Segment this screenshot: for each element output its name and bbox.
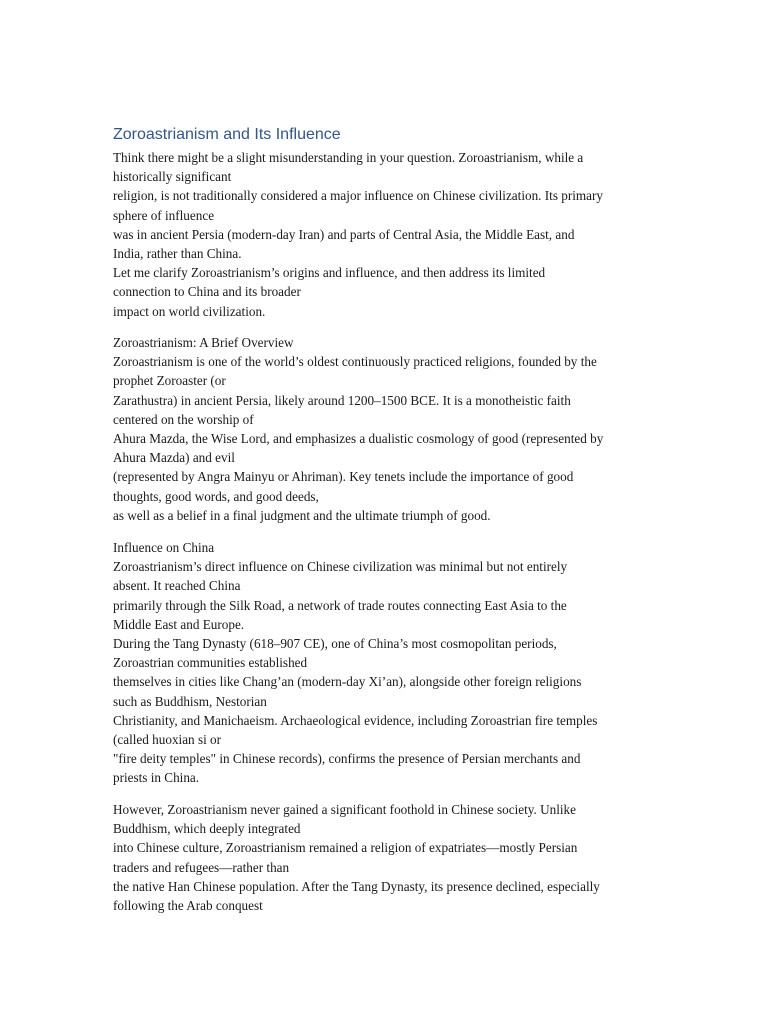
section-heading: Influence on China [113,540,215,555]
text-line: Think there might be a slight misunderstanding in your question. Zoroastrianism, while a [113,150,584,165]
text-line: Buddhism, which deeply integrated [113,821,301,837]
text-line: as well as a belief in a final judgment and the ultimate triumph of good. [113,507,491,523]
text-line: connection to China and its broader [113,284,301,300]
section-heading: Zoroastrianism: A Brief Overview [113,335,294,350]
text-line: Middle East and Europe. [113,616,245,632]
text-line: thoughts, good words, and good deeds, [113,488,319,504]
text-line: traders and refugees—rather than [113,859,290,875]
text-line: absent. It reached China [113,578,241,594]
text-line: following the Arab conquest [113,898,263,914]
text-line: Let me clarify Zoroastrianism’s origins and influence, and then address its limited [113,265,546,281]
text-line: During the Tang Dynasty (618–907 CE), one of China’s most cosmopolitan periods, [113,636,557,652]
document-title: Zoroastrianism and Its Influence [113,126,341,143]
foothold-paragraph [113,800,673,915]
text-line: "fire deity temples" in Chinese records), confirms the presence of Persian merchants and [113,751,581,767]
text-line: However, Zoroastrianism never gained a significant foothold in Chinese society. Unlike [113,802,576,817]
text-line: Zoroastrianism is one of the world’s oldest continuously practiced religions, founded by the [113,354,597,370]
china-paragraph [113,538,673,788]
text-line: the native Han Chinese population. After the Tang Dynasty, its presence declined, especially [113,878,600,894]
text-line: India, rather than China. [113,246,242,262]
text-line: impact on world civilization. [113,303,266,319]
text-line: Zoroastrianism’s direct influence on Chinese civilization was minimal but not entirely [113,559,568,575]
text-line: historically significant [113,169,232,185]
text-line: Ahura Mazda, the Wise Lord, and emphasizes a dualistic cosmology of good (represented by [113,431,604,447]
text-line: into Chinese culture, Zoroastrianism remained a religion of expatriates—mostly Persian [113,840,578,856]
text-line: such as Buddhism, Nestorian [113,693,267,709]
text-line: Ahura Mazda) and evil [113,450,235,466]
text-line: religion, is not traditionally considered a major influence on Chinese civilization. Its primary [113,188,604,204]
text-line: prophet Zoroaster (or [113,373,226,389]
text-line: (called huoxian si or [113,732,222,748]
text-line: themselves in cities like Chang’an (modern-day Xi’an), alongside other foreign religions [113,674,582,690]
text-line: centered on the worship of [113,411,254,427]
text-line: was in ancient Persia (modern-day Iran) and parts of Central Asia, the Middle East, and [113,226,575,242]
intro-paragraph [113,148,673,321]
overview-paragraph [113,333,673,525]
text-line: Zarathustra) in ancient Persia, likely around 1200–1500 BCE. It is a monotheistic faith [113,392,571,408]
text-line: sphere of influence [113,207,215,223]
text-line: primarily through the Silk Road, a network of trade routes connecting East Asia to the [113,597,567,613]
text-line: priests in China. [113,770,200,786]
text-line: Zoroastrian communities established [113,655,308,671]
text-line: (represented by Angra Mainyu or Ahriman). Key tenets include the importance of good [113,469,574,485]
text-line: Christianity, and Manichaeism. Archaeological evidence, including Zoroastrian fire temples [113,712,598,728]
